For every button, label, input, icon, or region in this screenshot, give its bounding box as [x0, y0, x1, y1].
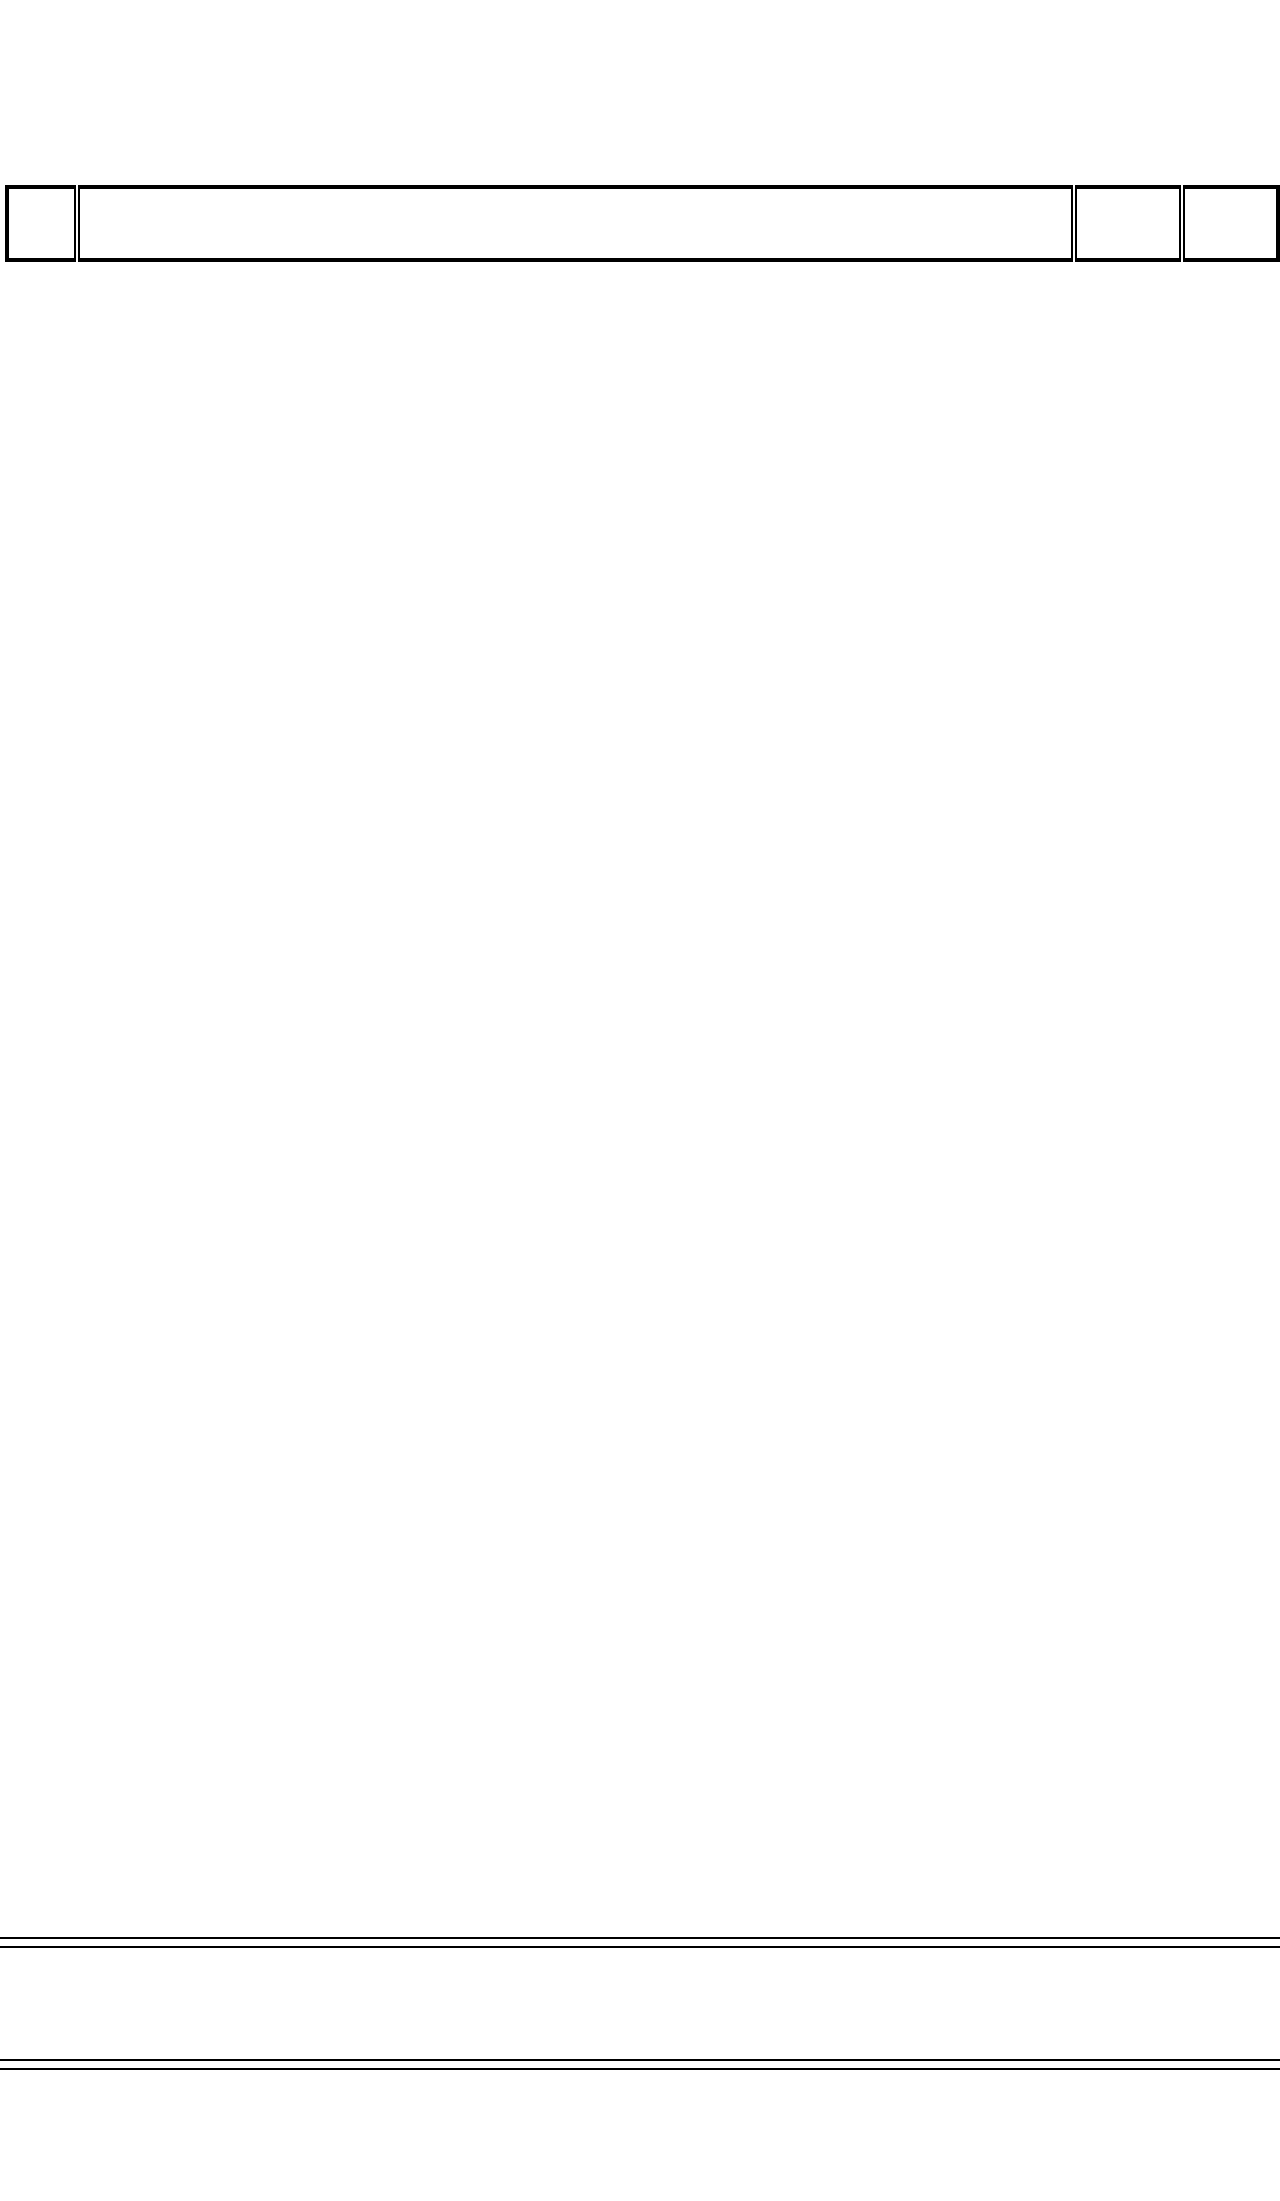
- header-no: [7, 187, 77, 260]
- table-header-row: [7, 187, 1278, 260]
- header-match-card: [77, 187, 1074, 260]
- header-dvd-count: [1074, 187, 1182, 260]
- form-divider: [0, 1937, 1280, 1948]
- qr-code-mail-form-icon: [1176, 2072, 1260, 2156]
- footer-divider: [0, 2059, 1280, 2070]
- header-bluray-count: [1182, 187, 1278, 260]
- qr-mail-form-block: [1166, 2072, 1270, 2156]
- qr-code-net-order-icon: [1066, 2072, 1150, 2156]
- qr-net-order-block: [1056, 2072, 1160, 2156]
- match-table: [5, 185, 1280, 262]
